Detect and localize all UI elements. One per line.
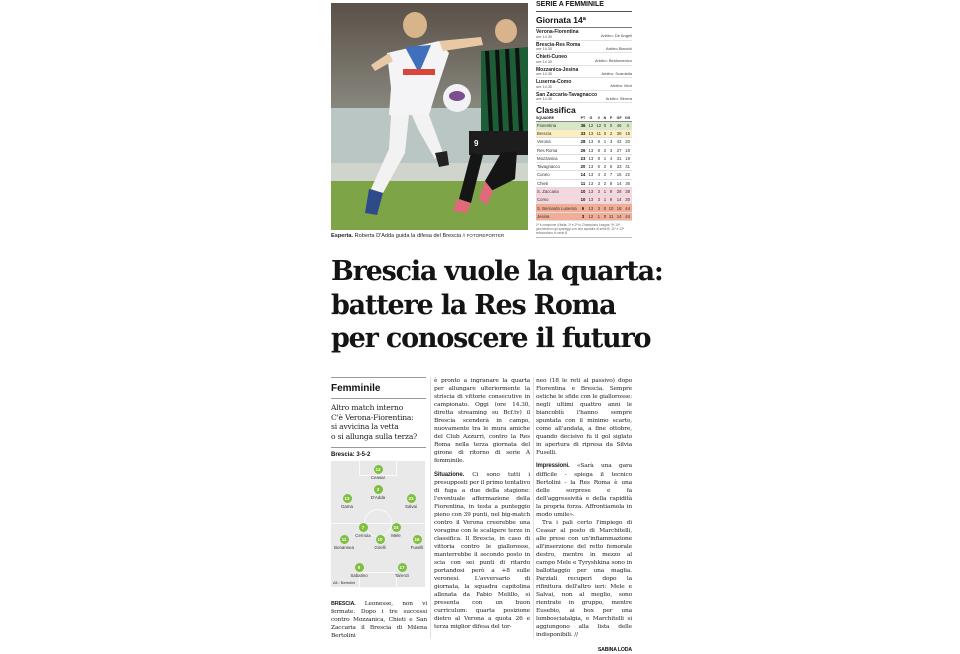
formation-player <box>363 465 393 480</box>
subheadline-line: C'è Verona-Fiorentina: <box>331 412 414 422</box>
standings-cell-gs: 44 <box>625 205 631 211</box>
standings-cell-g: 13 <box>588 147 594 153</box>
fixture-referee: Arbitro: Mori <box>610 83 632 88</box>
article-column-1 <box>331 600 427 640</box>
article-text: Leonesse, non vi fermate. Dopo i tre successi contro Mozzanica, Chieti e San Zaccaria il Brescia di Milena Bertolini <box>331 601 427 640</box>
fixture-time: ore 14.30 <box>536 34 553 39</box>
player-name: D'Adda <box>370 495 386 501</box>
standings-cell-gs: 19 <box>625 155 631 161</box>
subheadline-line: si avvicina la vetta <box>331 422 399 432</box>
standings-cell-g: 13 <box>588 130 594 136</box>
standings-cell-team: Mozzanica <box>536 154 579 162</box>
svg-text:9: 9 <box>474 139 479 148</box>
standings-cell-team: Res Roma <box>536 146 579 154</box>
football-photo-illustration <box>331 3 528 230</box>
standings-cell-g: 13 <box>588 180 594 186</box>
sidebar-section-title: SERIE A FEMMINILE <box>536 0 632 12</box>
formation-player <box>402 535 432 550</box>
article-column-2 <box>434 377 530 631</box>
standings-row <box>536 146 632 154</box>
standings-cell-v: 12 <box>596 122 602 128</box>
caption-text: Roberta D'Adda guida la difesa del Brescia <box>353 233 463 239</box>
player-number-badge: 3 <box>374 485 383 494</box>
standings-cell-pt: 10 <box>580 189 586 195</box>
fixture-teams: Chieti-Cuneo <box>536 54 568 60</box>
header-gs: GS <box>625 116 631 121</box>
standings-cell-v: 3 <box>595 196 603 204</box>
standings-cell-team: Como <box>536 196 579 204</box>
fixture-teams: Brescia-Res Roma <box>536 41 581 48</box>
player-number-badge: 17 <box>399 565 405 571</box>
standings-cell-team: S. Bernardo Luserna <box>536 204 579 212</box>
standings-title: Classifica <box>536 105 576 115</box>
standings-row <box>536 121 632 129</box>
round-title: Giornata 14ª <box>536 15 632 28</box>
section-label-impressioni: Impressioni. <box>536 463 570 470</box>
fixture-item <box>536 41 632 54</box>
article-paragraph: neo (18 le reti al passivo) dopo Fiorentina e Brescia. Sempre ostiche le sfide con le giallorosse: negli ultimi quattro anni le biancoblù l'hanno sempre spuntata con il minimo scarto, come all'andata, a fine ottobre, quando decisivo fu il gol siglato in apertura di ripresa da Silvia Fuselli. <box>536 378 632 457</box>
standings-cell-p: 11 <box>608 213 614 219</box>
column-divider <box>430 377 431 638</box>
player-name: Ceasar <box>370 475 386 481</box>
standings-row <box>536 187 632 195</box>
article-paragraph: Tra i pali certo l'impiego di Ceasar al posto di Marchitelli, alle prese con un'infiammazione all'inserzione del retto femorale destro, mentre in mezzo al campo Mele e Tyryshkina sono in ballottaggio per una maglia. Parziali recuperi dopo la rifinitura dell'altro ieri: Mele e Salvai, non al meglio, sono rientrate in gruppo, mentre Eusebio, ai box per una lombosciatalgia, e Marchitelli si aggiungono alla lista delle indisponibili. // <box>536 519 632 639</box>
standings-cell-p: 9 <box>607 187 615 195</box>
standings-cell-p: 9 <box>607 196 615 204</box>
header-n: N <box>603 116 607 121</box>
standings-cell-pt: 28 <box>580 139 586 145</box>
standings-cell-g: 13 <box>588 139 594 145</box>
header-team: SQUADRE <box>536 116 579 121</box>
fixture-item <box>536 28 632 41</box>
standings-cell-team: Chieti <box>536 179 579 187</box>
formation-player <box>332 494 362 509</box>
standings-row <box>536 138 632 146</box>
standings-cell-p: 5 <box>607 162 615 170</box>
header-g: G <box>587 116 595 121</box>
formation-player <box>365 535 395 550</box>
standings-cell-g: 13 <box>588 155 594 161</box>
standings-cell-g: 13 <box>588 197 594 203</box>
standings-cell-n: 2 <box>603 147 607 153</box>
formation-player <box>387 563 417 578</box>
standings-row <box>536 129 632 137</box>
fixture-teams: Verona-Fiorentina <box>536 29 579 35</box>
standings-cell-gf: 18 <box>616 205 622 211</box>
standings-cell-p: 2 <box>607 129 615 137</box>
standings-row <box>536 196 632 204</box>
section-kicker: Femminile <box>331 378 426 399</box>
player-name: Fuselli <box>410 545 424 551</box>
standings-cell-n: 1 <box>603 197 607 203</box>
formation-pitch <box>331 461 425 587</box>
standings-cell-gs: 38 <box>625 189 631 195</box>
fixture-referee: Arbitro: Silvera <box>605 95 632 101</box>
standings-row <box>536 212 632 220</box>
standings-cell-pt: 3 <box>579 212 587 220</box>
standings-cell-v: 6 <box>595 162 603 170</box>
player-number-badge: 12 <box>375 467 381 473</box>
serie-a-femminile-sidebar <box>536 0 632 238</box>
player-number-badge: 13 <box>344 496 350 502</box>
standings-cell-pt: 9 <box>579 204 587 212</box>
standings-cell-n: 1 <box>603 139 607 145</box>
standings-cell-n: 1 <box>603 155 607 161</box>
standings-cell-pt: 33 <box>580 130 586 136</box>
standings-cell-gf: 42 <box>616 139 622 145</box>
caption-credit: // FOTOREPORTER <box>462 233 505 238</box>
caption-lead: Esperta. <box>331 233 354 239</box>
subheadline-line: Altro match interno <box>331 403 404 412</box>
standings-row <box>536 154 632 162</box>
formation-player <box>344 563 374 578</box>
headline-line: Brescia vuole la quarta: <box>331 256 663 287</box>
standings-cell-n: 0 <box>603 130 607 136</box>
fixture-teams: San Zaccaria-Tavagnacco <box>536 91 598 98</box>
standings-cell-gf: 16 <box>616 172 622 178</box>
formation-label: Brescia: 3-5-2 <box>331 452 371 459</box>
standings-cell-v: 8 <box>595 154 603 162</box>
author-byline: SABINA LODA <box>597 646 632 653</box>
fixture-referee: Arbitro: Scardella <box>601 70 632 76</box>
standings-cell-gf: 27 <box>616 147 622 153</box>
standings-cell-v: 11 <box>596 130 602 136</box>
player-name: Gama <box>341 504 353 510</box>
standings-cell-gs: 15 <box>625 130 631 136</box>
standings-cell-pt: 36 <box>580 122 586 128</box>
standings-cell-gs: 44 <box>625 213 631 219</box>
fixture-teams: Mozzanica-Jesina <box>536 66 579 73</box>
standings-cell-pt: 26 <box>580 147 586 153</box>
standings-cell-team: Cuneo <box>536 171 579 179</box>
standings-cell-g: 12 <box>588 213 594 219</box>
standings-cell-n: 1 <box>603 189 607 195</box>
femminile-sidebox <box>331 377 426 587</box>
standings-cell-gf: 14 <box>616 180 622 186</box>
standings-cell-n: 2 <box>603 164 607 170</box>
formation-player <box>363 485 393 500</box>
fixture-time: ore 14.30 <box>536 97 553 101</box>
header-p: P <box>607 116 615 121</box>
standings-cell-team: Tavagnacco <box>536 162 579 170</box>
standings-cell-p: 3 <box>607 138 615 146</box>
fixture-referee: Arbitro: Beldomenico <box>594 58 632 63</box>
player-number-badge: 16 <box>414 537 420 543</box>
standings-cell-v: 1 <box>595 212 603 220</box>
standings-cell-n: 2 <box>603 180 607 186</box>
standings-cell-pt: 10 <box>580 197 586 203</box>
standings-cell-pt: 20 <box>580 164 586 170</box>
player-number-badge: 11 <box>340 535 349 544</box>
standings-cell-team: Verona <box>536 138 579 146</box>
coach-label: All.: Bertolini <box>333 580 356 586</box>
standings-cell-p: 8 <box>607 179 615 187</box>
headline-line: battere la Res Roma <box>331 289 616 321</box>
standings-cell-v: 9 <box>595 138 603 146</box>
standings-body <box>536 121 632 221</box>
standings-cell-p: 3 <box>607 146 615 154</box>
standings-cell-v: 8 <box>595 146 603 154</box>
standings-cell-v: 3 <box>595 179 603 187</box>
standings-cell-gf: 14 <box>616 213 622 219</box>
column-divider <box>533 377 534 638</box>
standings-row <box>536 171 632 179</box>
subheadline-line: o si allunga sulla terza? <box>331 431 418 441</box>
standings-row <box>536 204 632 212</box>
standings-cell-pt: 23 <box>580 155 586 161</box>
fixtures-list <box>536 28 632 103</box>
player-name: Cernoia <box>355 533 371 539</box>
standings-cell-g: 13 <box>588 189 594 195</box>
standings-cell-team: Fiorentina <box>536 121 579 129</box>
standings-cell-gf: 14 <box>616 197 622 203</box>
standings-cell-n: 0 <box>603 213 607 219</box>
fixture-referee: Arbitro: De Angeli <box>600 33 632 38</box>
standings-cell-p: 7 <box>607 171 615 179</box>
standings-cell-g: 13 <box>588 164 594 170</box>
fixture-referee: Arbitro Bianchi <box>605 45 632 51</box>
player-name: Mele <box>391 533 401 539</box>
standings-cell-gs: 18 <box>625 147 631 153</box>
fixture-item <box>536 66 632 79</box>
photo-caption <box>331 231 531 241</box>
player-number-badge: 24 <box>393 525 399 531</box>
header-gf: GF <box>616 116 622 121</box>
fixture-time: ore 14.30 <box>536 47 553 51</box>
standings-cell-g: 13 <box>588 172 594 178</box>
fixture-item <box>536 53 632 66</box>
player-name: Tarenzi <box>394 573 410 579</box>
standings-footnote: 1ª è campione d'Italia; 1ª e 2ª in Champions League; 9ª-10ª giocheranno gli spareggi con due squadre di serie B; 11ª e 12ª retrocedono in serie B. <box>536 223 632 238</box>
formation-player <box>329 535 359 550</box>
fixture-item <box>536 78 632 91</box>
standings-cell-gf: 31 <box>616 155 622 161</box>
player-number-badge: 10 <box>377 537 383 543</box>
standings-cell-g: 13 <box>588 205 594 211</box>
standings-cell-n: 0 <box>603 205 607 211</box>
player-name: Bonansea <box>334 545 354 551</box>
standings-cell-gs: 30 <box>625 197 631 203</box>
standings-cell-g: 12 <box>588 122 594 128</box>
standings-cell-gs: 20 <box>625 139 631 145</box>
standings-cell-team: Jesina <box>536 212 579 220</box>
player-number-badge: 9 <box>355 563 364 572</box>
article-text: «Sarà una gara difficile - spiega il tecnico Bertolini - la Res Roma è una delle sorprese e fa dell'aggressività e della rapidità la propria forza. Affrontiamola in modo umile». <box>536 463 632 518</box>
standings-cell-v: 4 <box>595 171 603 179</box>
standings-cell-v: 3 <box>595 187 603 195</box>
article-photo <box>331 3 528 230</box>
standings-cell-team: S. Zaccaria <box>536 187 579 195</box>
player-name: Girelli <box>374 545 386 551</box>
player-number-badge: 23 <box>408 496 414 502</box>
fixture-time: ore 14.30 <box>536 84 553 89</box>
standings-table <box>536 116 632 221</box>
standings-cell-v: 3 <box>595 204 603 212</box>
fixture-time: ore 14.30 <box>536 59 553 64</box>
standings-cell-p: 10 <box>608 205 614 211</box>
standings-cell-gf: 28 <box>616 189 622 195</box>
standings-cell-pt: 14 <box>580 172 586 178</box>
standings-cell-gs: 22 <box>625 172 631 178</box>
article-headline <box>331 255 663 356</box>
standings-cell-gf: 38 <box>616 130 622 136</box>
standings-cell-n: 2 <box>603 172 607 178</box>
fixture-time: ore 14.30 <box>536 72 553 76</box>
article-paragraph: è pronto a ingranare la quarta per allungare ulteriormente la striscia di vittorie consecutive in campionato. Oggi (ore 14.30, diretta streaming su Bcf.tv) il Brescia scenderà in campo, nuovamente tra le mura amiche del Club Azzurri, contro la Res Roma nella terza giornata del girone di ritorno di serie A femminile. <box>434 378 530 465</box>
fixture-item <box>536 91 632 104</box>
formation-player <box>396 494 426 509</box>
standings-cell-gs: 36 <box>625 180 631 186</box>
subheadline <box>331 399 426 448</box>
standings-cell-gs: 4 <box>623 121 632 129</box>
player-name: Sabatino <box>350 573 368 579</box>
header-v: V <box>595 116 603 121</box>
standings-cell-gf: 46 <box>616 122 622 128</box>
article-column-3 <box>536 377 632 654</box>
standings-row <box>536 162 632 170</box>
standings-cell-n: 0 <box>603 122 607 128</box>
player-number-badge: 7 <box>359 523 368 532</box>
header-pt: PT <box>580 116 586 121</box>
article-text: Ci sono tutti i presupposti per il primo tentativo di fuga a due della stagione: l'eventuale affermazione della Fiorentina, in testa a punteggio pieno con 39 punti, nel big-match contro il Verona creerebbe una voragine con le scaligere terze in classifica. Il Brescia, in caso di vittoria contro le giallorosse, manterrebbe il secondo posto in scia con sei punti di ritardo portandosi però a +8 sulle veronesi. L'avversario di giornata, la squadra capitolina allenata da Fabio Melillo, si presenta con un buon curriculum: quarta posizione dietro al Verona a quota 26 e terza miglior difesa del tor- <box>434 471 530 631</box>
standings-cell-gs: 31 <box>625 164 631 170</box>
standings-cell-team: Brescia <box>536 129 579 137</box>
player-name: Salvai <box>405 504 417 510</box>
section-label-situazione: Situazione. <box>434 471 465 478</box>
standings-cell-p: 4 <box>607 154 615 162</box>
standings-cell-gf: 33 <box>616 164 622 170</box>
dateline: BRESCIA. <box>331 601 356 607</box>
headline-line: per conoscere il futuro <box>331 323 651 354</box>
standings-row <box>536 179 632 187</box>
standings-cell-pt: 11 <box>580 180 586 186</box>
fixture-teams: Luserna-Como <box>536 79 572 85</box>
standings-cell-p: 0 <box>607 121 615 129</box>
